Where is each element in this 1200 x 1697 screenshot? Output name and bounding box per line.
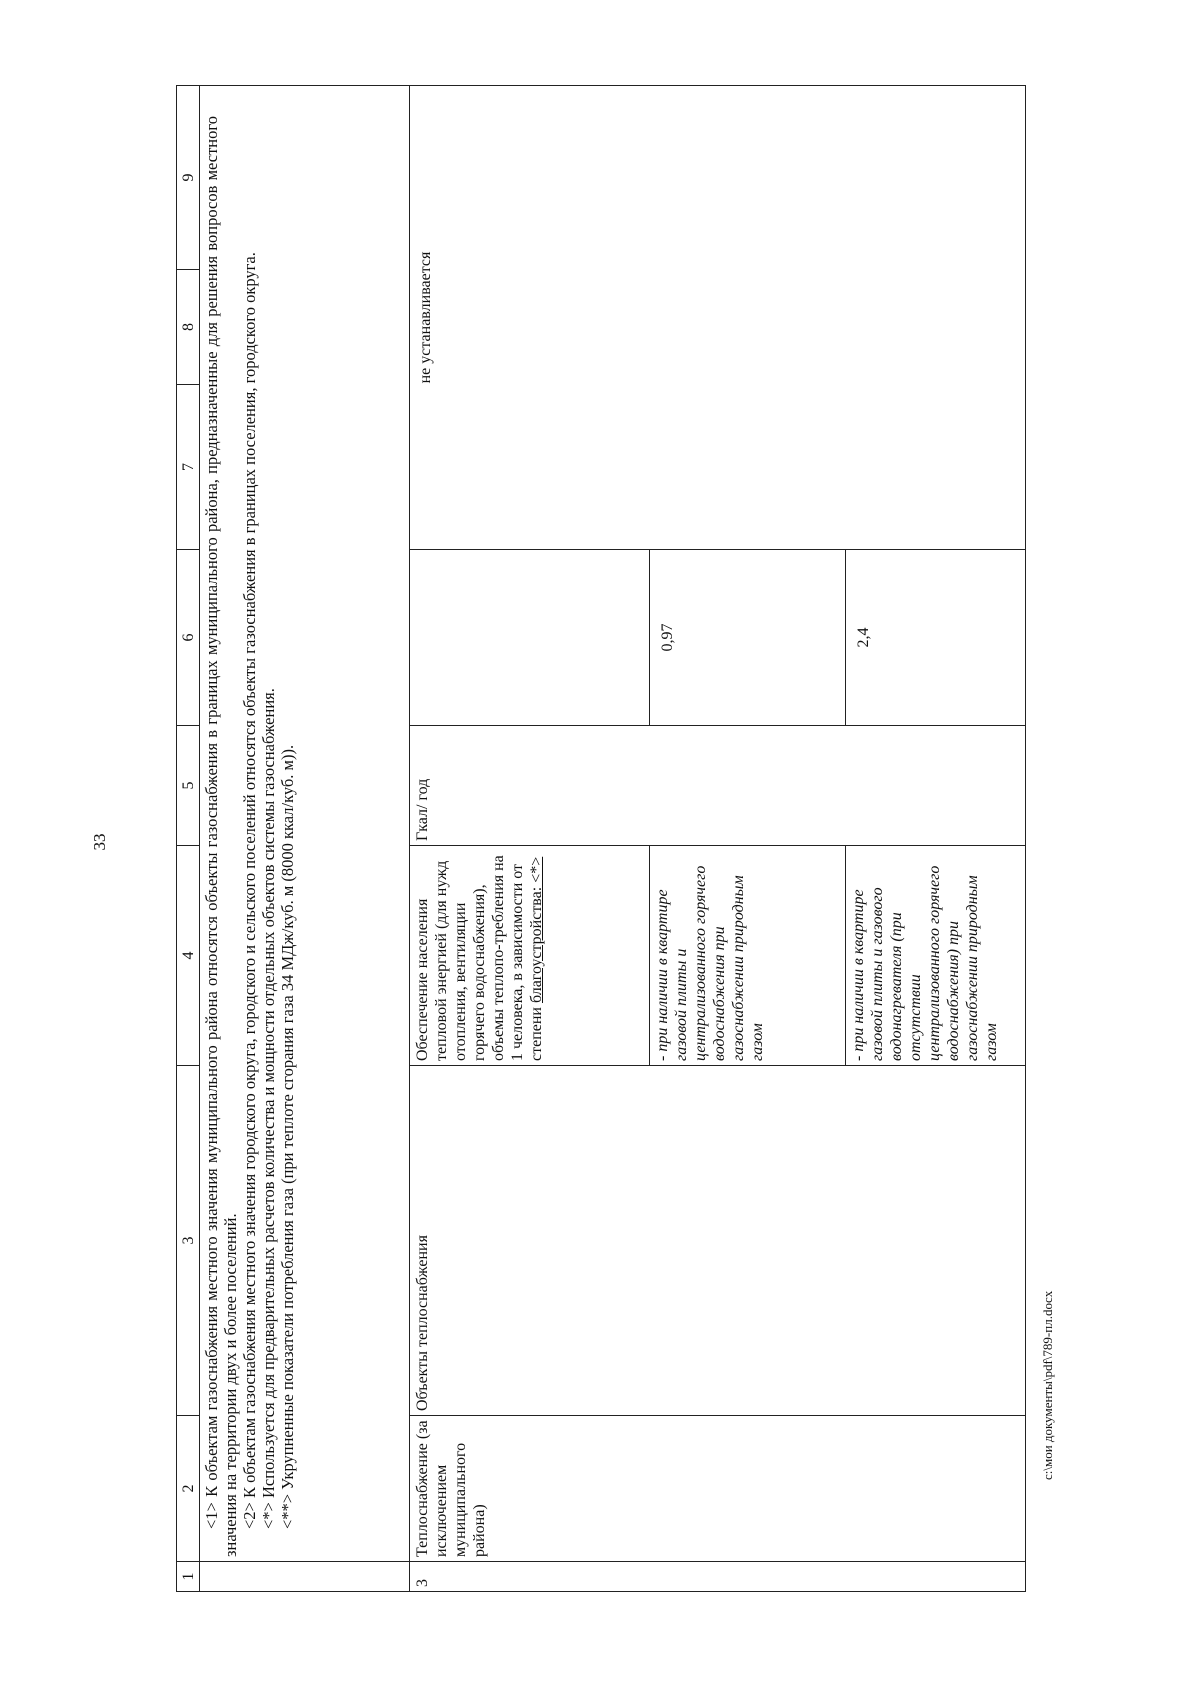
- note-2: <2> К объектам газоснабжения местного значения городского округа, городского и сельского поселений относятся объекты газоснабжения в границах поселения, городского округа.: [240, 252, 259, 1529]
- row-number: 3: [410, 1562, 1026, 1592]
- norms-table: [176, 85, 1026, 1592]
- header-col-9: 9: [177, 86, 200, 270]
- header-col-5: 5: [177, 726, 200, 846]
- header-col-2: 2: [177, 1416, 200, 1562]
- header-col-3: 3: [177, 1066, 200, 1416]
- notes-cell: [200, 86, 410, 1562]
- notes-empty-cell: [200, 1562, 410, 1592]
- header-row: [177, 86, 200, 1592]
- note-1: <1> К объектам газоснабжения местного значения муниципального района относятся объекты газоснабжения в границах муниципального района, предназначенные для решения вопросов местного значения на территории двух и более поселений.: [202, 116, 240, 1557]
- row-col3: Объекты теплоснабжения: [410, 1066, 1026, 1416]
- note-3: <*> Используется для предварительных расчетов количества и мощности отдельных объектов системы газоснабжения.: [259, 688, 278, 1529]
- row-col6-empty: [410, 550, 650, 726]
- header-col-8: 8: [177, 270, 200, 385]
- page-number: 33: [90, 833, 109, 851]
- row-col2: Теплоснабжение (за исключением муниципального района): [410, 1416, 1026, 1562]
- header-col-4: 4: [177, 846, 200, 1066]
- header-col-1: 1: [177, 1562, 200, 1592]
- notes-row: [200, 86, 410, 1592]
- note-4: <**> Укрупненные показатели потребления газа (при теплоте сгорания газа 34 МДж/куб. м (8000 ккал/куб. м)).: [278, 744, 297, 1529]
- row-col4-main: [410, 846, 650, 1066]
- header-col-7: 7: [177, 385, 200, 550]
- file-path-footer: c:\мои документы\pdf\789-пл.docx: [1040, 1290, 1055, 1480]
- row-col4-text: Обеспечение населения тепловой энергией (для нужд отопления, вентиляции горячего водоснабжения), объемы теплопо-требления на 1 человека, в зависимости от степени: [414, 855, 545, 1061]
- row-col7-9: не устанавливается: [410, 86, 1026, 550]
- row-col4-underlined: благоустройства: <*>: [528, 856, 545, 1004]
- sub2-value: 2,4: [846, 550, 1026, 726]
- sub2-text: - при наличии в квартире газовой плиты и газового водонагревателя (при отсутствии централизованного горячего водоснабжения) при газоснабжении природным газом: [846, 846, 1026, 1066]
- sub1-value: 0,97: [650, 550, 846, 726]
- row-3-main: [410, 86, 650, 1592]
- rotated-table-container: [176, 86, 1026, 1592]
- sub1-text: - при наличии в квартире газовой плиты и централизованного горячего водоснабжения при газоснабжении природным газом: [650, 846, 846, 1066]
- header-col-6: 6: [177, 550, 200, 726]
- row-col5-unit: Гкал/ год: [410, 726, 1026, 846]
